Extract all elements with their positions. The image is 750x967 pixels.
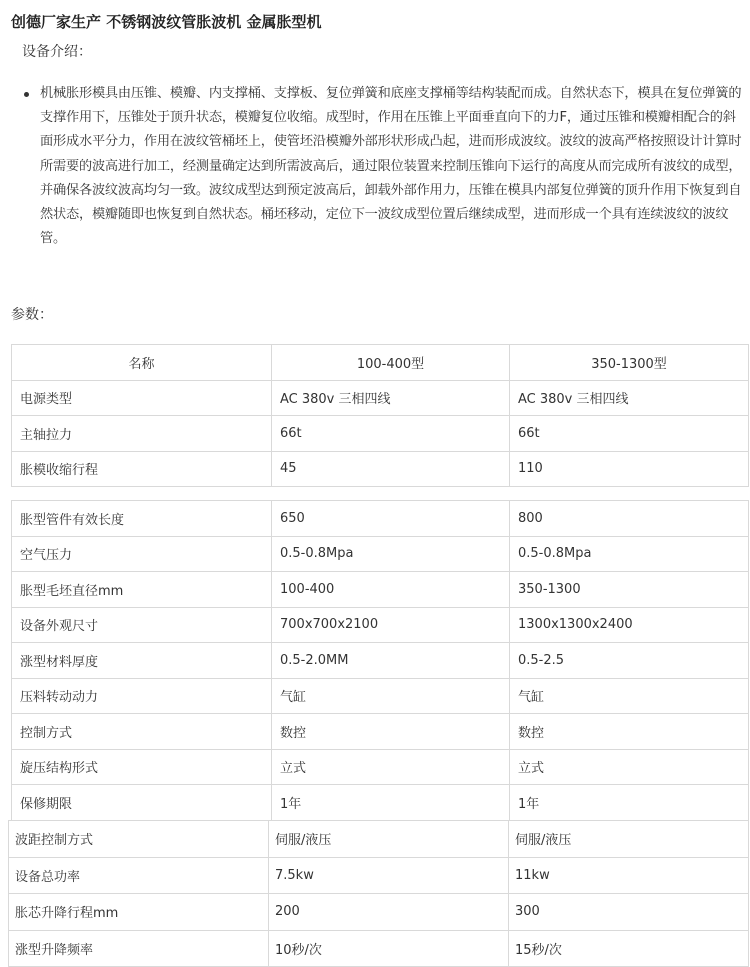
- spec-table-extra: [8, 820, 749, 967]
- intro-label: 设备介绍：: [22, 44, 92, 60]
- header-cell: 名称: [12, 345, 272, 381]
- spec-table-basic: [11, 344, 749, 487]
- param-name: 胀芯升降行程mm: [9, 894, 269, 931]
- param-value: 45: [272, 451, 510, 487]
- param-value: 800: [510, 501, 749, 537]
- param-value: 0.5-2.5: [510, 643, 749, 679]
- param-name: 胀型管件有效长度: [12, 501, 272, 537]
- param-value: 1300x1300x2400: [510, 607, 749, 643]
- param-name: 电源类型: [12, 380, 272, 416]
- bullet-dot: [24, 92, 29, 97]
- param-value: 数控: [272, 714, 510, 750]
- table-row: [12, 749, 749, 785]
- table-row: [12, 714, 749, 750]
- param-value: 650: [272, 501, 510, 537]
- param-name: 设备外观尺寸: [12, 607, 272, 643]
- param-value: 100-400: [272, 572, 510, 608]
- param-name: 设备总功率: [9, 857, 269, 894]
- param-value: 气缸: [510, 678, 749, 714]
- param-value: 数控: [510, 714, 749, 750]
- table-row: [12, 785, 749, 821]
- param-value: 0.5-0.8Mpa: [510, 536, 749, 572]
- param-value: 300: [509, 894, 749, 931]
- table-row: [12, 678, 749, 714]
- param-name: 波距控制方式: [9, 821, 269, 858]
- param-value: 气缸: [272, 678, 510, 714]
- param-value: 700x700x2100: [272, 607, 510, 643]
- param-value: 1年: [272, 785, 510, 821]
- param-value: 110: [510, 451, 749, 487]
- param-name: 空气压力: [12, 536, 272, 572]
- param-value: 0.5-2.0MM: [272, 643, 510, 679]
- param-value: 11kw: [509, 857, 749, 894]
- param-name: 压料转动动力: [12, 678, 272, 714]
- table-row: [12, 380, 749, 416]
- param-value: 10秒/次: [269, 930, 509, 967]
- param-value: 立式: [510, 749, 749, 785]
- param-name: 控制方式: [12, 714, 272, 750]
- param-value: 15秒/次: [509, 930, 749, 967]
- table-header-row: [12, 345, 749, 381]
- header-cell: 350-1300型: [510, 345, 749, 381]
- param-value: AC 380v 三相四线: [510, 380, 749, 416]
- param-value: 7.5kw: [269, 857, 509, 894]
- param-value: 0.5-0.8Mpa: [272, 536, 510, 572]
- equipment-description: 机械胀形模具由压锥、模瓣、内支撑桶、支撑板、复位弹簧和底座支撑桶等结构装配而成。自然状态下，模具在复位弹簧的支撑作用下，压锥处于顶升状态，模瓣复位收缩。成型时，作用在压锥上平面垂直向下的力F，通过压锥和模瓣相配合的斜面形成水平分力，作用在波纹管桶坯上，使管坯沿模瓣外部形状形成凸起，进而形成波纹。波纹的波高严格按照设计计算时所需要的波高进行加工，经测量确定达到所需波高后，通过限位装置来控制压锥向下运行的高度从而完成所有波纹的成型，并确保各波纹波高均匀一致。波纹成型达到预定波高后，卸载外部作用力，压锥在模具内部复位弹簧的顶升作用下恢复到自然状态，模瓣随即也恢复到自然状态。桶坯移动，定位下一波纹成型位置后继续成型，进而形成一个具有连续波纹的波纹管。: [40, 86, 742, 247]
- table-row: [12, 501, 749, 537]
- param-value: 伺服/液压: [269, 821, 509, 858]
- param-name: 涨型材料厚度: [12, 643, 272, 679]
- param-name: 胀模收缩行程: [12, 451, 272, 487]
- param-name: 主轴拉力: [12, 416, 272, 452]
- table-row: [12, 416, 749, 452]
- param-value: 66t: [510, 416, 749, 452]
- table-row: [12, 572, 749, 608]
- param-value: 伺服/液压: [509, 821, 749, 858]
- table-row: [12, 643, 749, 679]
- param-value: 1年: [510, 785, 749, 821]
- param-name: 旋压结构形式: [12, 749, 272, 785]
- param-value: 立式: [272, 749, 510, 785]
- param-name: 保修期限: [12, 785, 272, 821]
- table-row: [9, 821, 749, 858]
- spec-table-detail: [11, 500, 749, 821]
- params-label: 参数：: [11, 307, 53, 323]
- param-value: AC 380v 三相四线: [272, 380, 510, 416]
- header-cell: 100-400型: [272, 345, 510, 381]
- table-row: [9, 930, 749, 967]
- param-value: 66t: [272, 416, 510, 452]
- param-name: 胀型毛坯直径mm: [12, 572, 272, 608]
- param-value: 200: [269, 894, 509, 931]
- table-row: [12, 536, 749, 572]
- table-row: [9, 857, 749, 894]
- param-value: 350-1300: [510, 572, 749, 608]
- page-title: 创德厂家生产 不锈钢波纹管胀波机 金属胀型机: [11, 13, 322, 31]
- table-row: [9, 894, 749, 931]
- table-row: [12, 451, 749, 487]
- table-row: [12, 607, 749, 643]
- param-name: 涨型升降频率: [9, 930, 269, 967]
